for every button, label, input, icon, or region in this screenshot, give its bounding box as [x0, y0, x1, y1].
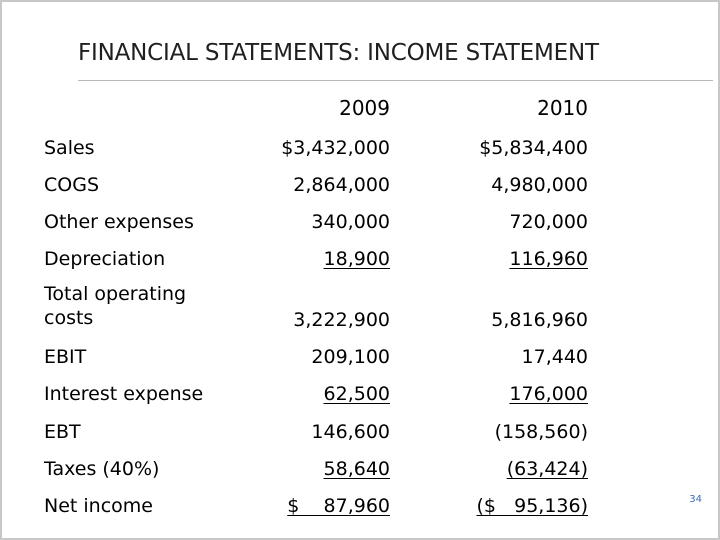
slide-title: FINANCIAL STATEMENTS: INCOME STATEMENT — [78, 40, 599, 66]
slide-number: 34 — [689, 494, 702, 505]
value-taxes-2009: 58,640 — [323, 458, 390, 480]
value-taxes-2010: (63,424) — [506, 458, 588, 480]
value-net-income-2010: ($ 95,136) — [476, 495, 588, 517]
value-other-expenses-2010: 720,000 — [509, 211, 588, 233]
row-label-taxes: Taxes (40%) — [44, 458, 160, 480]
value-total-operating-costs-2009: 3,222,900 — [293, 309, 390, 331]
value-cogs-2009: 2,864,000 — [293, 174, 390, 196]
row-label-cogs: COGS — [44, 174, 100, 196]
column-header-2010: 2010 — [537, 96, 588, 120]
value-ebit-2010: 17,440 — [521, 346, 588, 368]
row-label-interest-expense: Interest expense — [44, 383, 204, 405]
value-ebit-2009: 209,100 — [311, 346, 390, 368]
value-other-expenses-2009: 340,000 — [311, 211, 390, 233]
value-cogs-2010: 4,980,000 — [491, 174, 588, 196]
value-total-operating-costs-2010: 5,816,960 — [491, 309, 588, 331]
row-label-depreciation: Depreciation — [44, 248, 166, 270]
row-label-total-operating-costs: Total operating costs — [44, 283, 187, 329]
value-depreciation-2009: 18,900 — [323, 248, 390, 270]
value-sales-2009: $3,432,000 — [281, 137, 390, 159]
row-label-sales: Sales — [44, 137, 95, 159]
title-divider — [78, 80, 713, 81]
value-depreciation-2010: 116,960 — [509, 248, 588, 270]
value-interest-expense-2009: 62,500 — [323, 383, 390, 405]
value-ebt-2009: 146,600 — [311, 421, 390, 443]
slide-border-top — [0, 0, 720, 2]
value-interest-expense-2010: 176,000 — [509, 383, 588, 405]
value-net-income-2009: $ 87,960 — [287, 495, 390, 517]
row-label-ebt: EBT — [44, 421, 81, 443]
value-ebt-2010: (158,560) — [494, 421, 588, 443]
column-header-2009: 2009 — [339, 96, 390, 120]
row-label-other-expenses: Other expenses — [44, 211, 194, 233]
row-label-ebit: EBIT — [44, 346, 87, 368]
value-sales-2010: $5,834,400 — [479, 137, 588, 159]
row-label-net-income: Net income — [44, 495, 153, 517]
slide-border-left — [0, 0, 2, 540]
